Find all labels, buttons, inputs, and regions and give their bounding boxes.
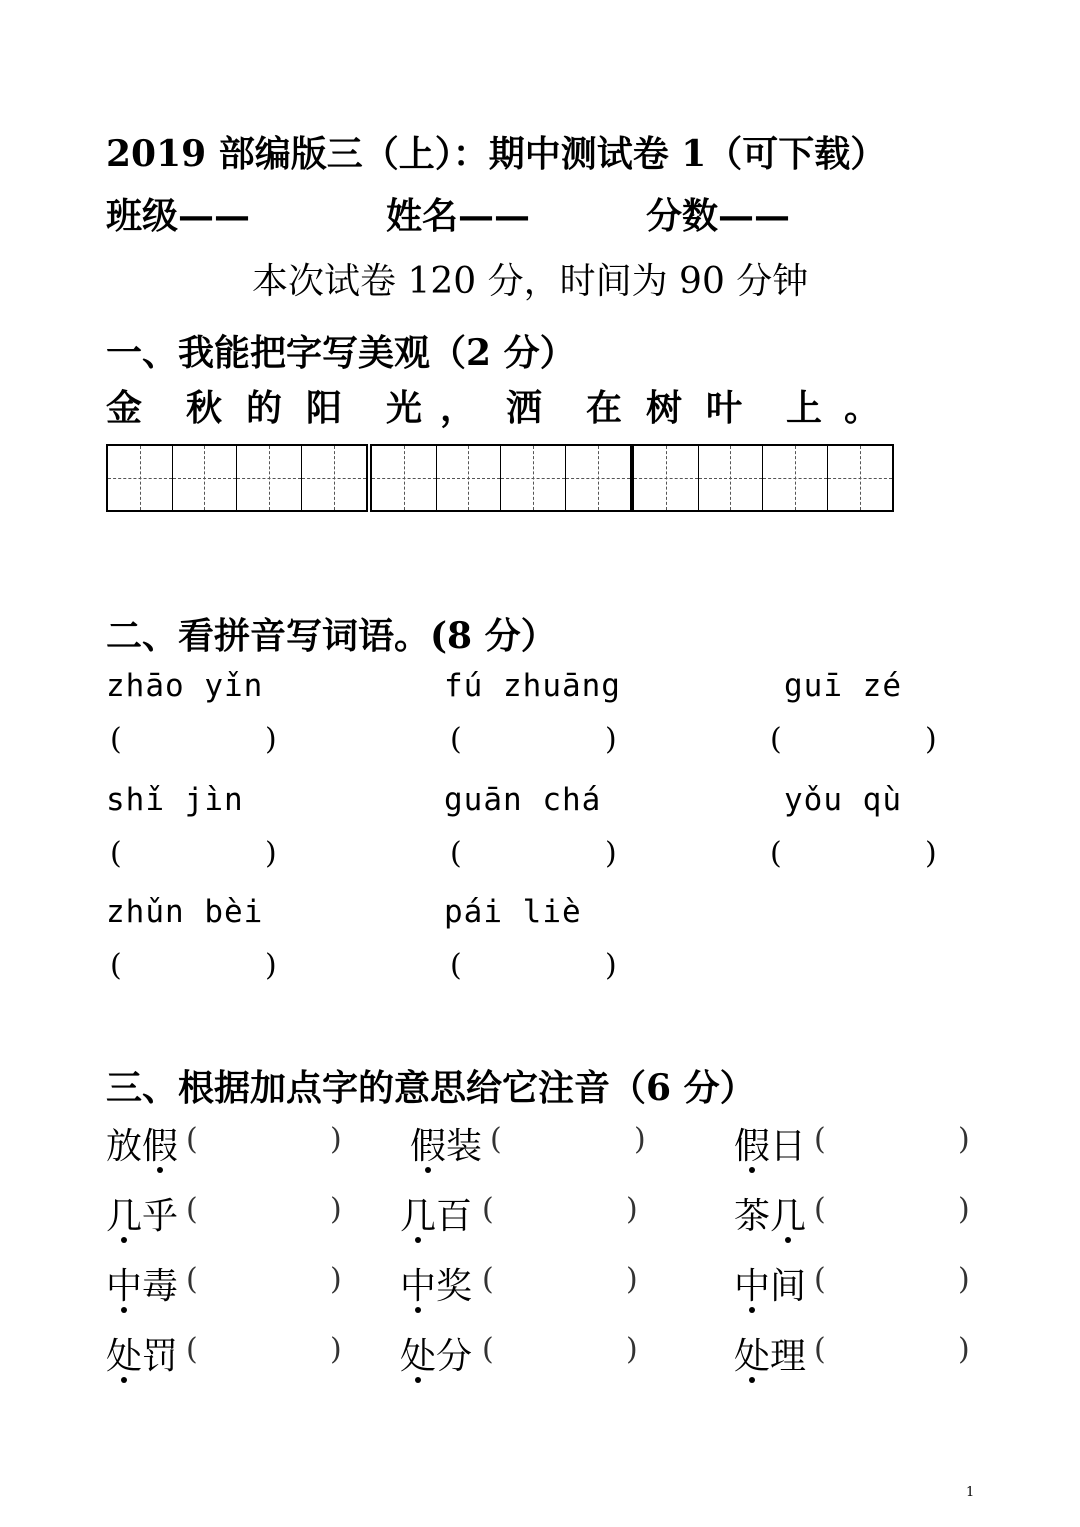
writing-cell[interactable] bbox=[372, 446, 437, 510]
writing-cell[interactable] bbox=[634, 446, 699, 510]
annotate-word bbox=[400, 1328, 472, 1379]
answer-close-paren: ) bbox=[958, 1332, 970, 1367]
score-field-label: 分数—— bbox=[646, 195, 791, 237]
copy-char: 树 bbox=[646, 387, 683, 429]
annotate-word bbox=[106, 1118, 178, 1169]
answer-close-paren: ) bbox=[605, 722, 617, 757]
writing-cell[interactable] bbox=[763, 446, 828, 510]
copy-char: 阳 bbox=[306, 387, 343, 429]
word-char: 罚 bbox=[142, 1336, 179, 1377]
answer-open-paren: ( bbox=[490, 1122, 502, 1157]
dotted-char: 处 bbox=[400, 1328, 436, 1379]
answer-close-paren: ) bbox=[265, 836, 277, 871]
writing-cell[interactable] bbox=[437, 446, 502, 510]
dotted-char: 中 bbox=[734, 1258, 770, 1309]
writing-cell[interactable] bbox=[566, 446, 631, 510]
dotted-char: 几 bbox=[106, 1188, 142, 1239]
answer-close-paren: ) bbox=[634, 1122, 646, 1157]
dotted-char: 几 bbox=[400, 1188, 436, 1239]
answer-open-paren: ( bbox=[770, 722, 782, 757]
copy-char: 叶 bbox=[706, 387, 743, 429]
copy-char: 上 bbox=[786, 387, 823, 429]
annotate-word bbox=[400, 1258, 472, 1309]
name-field-label: 姓名—— bbox=[386, 195, 531, 237]
copy-char: 在 bbox=[586, 387, 623, 429]
writing-cell[interactable] bbox=[173, 446, 238, 510]
answer-close-paren: ) bbox=[626, 1192, 638, 1227]
answer-close-paren: ) bbox=[265, 948, 277, 983]
answer-close-paren: ) bbox=[605, 836, 617, 871]
word-char: 放 bbox=[106, 1126, 143, 1167]
dotted-char: 中 bbox=[400, 1258, 436, 1309]
annotate-word bbox=[106, 1328, 178, 1379]
answer-open-paren: ( bbox=[482, 1332, 494, 1367]
answer-open-paren: ( bbox=[450, 836, 462, 871]
word-char: 日 bbox=[770, 1126, 807, 1167]
answer-open-paren: ( bbox=[186, 1192, 198, 1227]
pinyin-prompt: shǐ jìn bbox=[106, 782, 244, 818]
copy-char: 金 bbox=[106, 387, 143, 429]
answer-open-paren: ( bbox=[450, 722, 462, 757]
answer-close-paren: ) bbox=[330, 1262, 342, 1297]
answer-close-paren: ) bbox=[626, 1262, 638, 1297]
annotate-word bbox=[106, 1258, 178, 1309]
answer-open-paren: ( bbox=[814, 1262, 826, 1297]
writing-cell[interactable] bbox=[501, 446, 566, 510]
answer-open-paren: ( bbox=[186, 1262, 198, 1297]
section-3-heading: 三、根据加点字的意思给它注音（6 分） bbox=[106, 1067, 756, 1109]
word-char: 百 bbox=[436, 1196, 473, 1237]
answer-close-paren: ) bbox=[925, 836, 937, 871]
dotted-char: 假 bbox=[410, 1118, 446, 1169]
answer-close-paren: ) bbox=[626, 1332, 638, 1367]
annotate-word bbox=[734, 1258, 806, 1309]
word-char: 理 bbox=[770, 1336, 807, 1377]
dotted-char: 处 bbox=[734, 1328, 770, 1379]
answer-open-paren: ( bbox=[110, 722, 122, 757]
answer-open-paren: ( bbox=[450, 948, 462, 983]
writing-cell[interactable] bbox=[108, 446, 173, 510]
writing-grid-1[interactable] bbox=[106, 444, 368, 512]
class-field-label: 班级—— bbox=[106, 195, 251, 237]
section-1-heading: 一、我能把字写美观（2 分） bbox=[106, 332, 576, 374]
dotted-char: 几 bbox=[770, 1188, 806, 1239]
exam-note: 本次试卷 120 分，时间为 90 分钟 bbox=[252, 261, 809, 302]
annotate-word bbox=[106, 1188, 178, 1239]
annotate-word bbox=[400, 1188, 472, 1239]
word-char: 乎 bbox=[142, 1196, 179, 1237]
answer-open-paren: ( bbox=[770, 836, 782, 871]
dotted-char: 处 bbox=[106, 1328, 142, 1379]
answer-close-paren: ) bbox=[958, 1262, 970, 1297]
pinyin-prompt: guān chá bbox=[444, 782, 602, 818]
writing-cell[interactable] bbox=[302, 446, 367, 510]
word-char: 装 bbox=[446, 1126, 483, 1167]
copy-char: ， bbox=[440, 387, 477, 429]
answer-close-paren: ) bbox=[925, 722, 937, 757]
answer-close-paren: ) bbox=[330, 1332, 342, 1367]
dotted-char: 中 bbox=[106, 1258, 142, 1309]
answer-close-paren: ) bbox=[265, 722, 277, 757]
writing-cell[interactable] bbox=[828, 446, 893, 510]
word-char: 茶 bbox=[734, 1196, 771, 1237]
copy-char: 洒 bbox=[506, 387, 543, 429]
answer-open-paren: ( bbox=[482, 1192, 494, 1227]
annotate-word bbox=[734, 1188, 806, 1239]
answer-open-paren: ( bbox=[814, 1192, 826, 1227]
annotate-word bbox=[410, 1118, 482, 1169]
pinyin-prompt: fú zhuāng bbox=[444, 668, 621, 704]
writing-grid-2[interactable] bbox=[370, 444, 632, 512]
copy-char: 的 bbox=[246, 387, 283, 429]
answer-open-paren: ( bbox=[814, 1332, 826, 1367]
pinyin-prompt: yǒu qù bbox=[784, 782, 902, 818]
copy-sentence bbox=[106, 380, 906, 430]
word-char: 奖 bbox=[436, 1266, 473, 1307]
pinyin-prompt: guī zé bbox=[784, 668, 902, 704]
dotted-char: 假 bbox=[734, 1118, 770, 1169]
answer-open-paren: ( bbox=[186, 1332, 198, 1367]
writing-cell[interactable] bbox=[237, 446, 302, 510]
pinyin-prompt: zhāo yǐn bbox=[106, 668, 264, 704]
answer-close-paren: ) bbox=[605, 948, 617, 983]
word-char: 毒 bbox=[142, 1266, 179, 1307]
word-char: 分 bbox=[436, 1336, 473, 1377]
answer-open-paren: ( bbox=[814, 1122, 826, 1157]
writing-grid-3[interactable] bbox=[632, 444, 894, 512]
exam-title: 2019 部编版三（上）：期中测试卷 1（可下载） bbox=[106, 133, 887, 175]
answer-close-paren: ) bbox=[330, 1192, 342, 1227]
annotate-word bbox=[734, 1328, 806, 1379]
answer-close-paren: ) bbox=[330, 1122, 342, 1157]
answer-close-paren: ) bbox=[958, 1122, 970, 1157]
answer-open-paren: ( bbox=[186, 1122, 198, 1157]
pinyin-prompt: pái liè bbox=[444, 894, 582, 930]
copy-char: 秋 bbox=[186, 387, 223, 429]
pinyin-prompt: zhǔn bèi bbox=[106, 894, 264, 930]
dotted-char: 假 bbox=[142, 1118, 178, 1169]
writing-cell[interactable] bbox=[699, 446, 764, 510]
answer-open-paren: ( bbox=[110, 948, 122, 983]
answer-open-paren: ( bbox=[482, 1262, 494, 1297]
word-char: 间 bbox=[770, 1266, 807, 1307]
copy-char: 。 bbox=[844, 387, 881, 429]
section-2-heading: 二、看拼音写词语。(8 分） bbox=[106, 615, 557, 657]
page-number: 1 bbox=[966, 1485, 975, 1500]
answer-close-paren: ) bbox=[958, 1192, 970, 1227]
answer-open-paren: ( bbox=[110, 836, 122, 871]
annotate-word bbox=[734, 1118, 806, 1169]
copy-char: 光 bbox=[386, 387, 423, 429]
